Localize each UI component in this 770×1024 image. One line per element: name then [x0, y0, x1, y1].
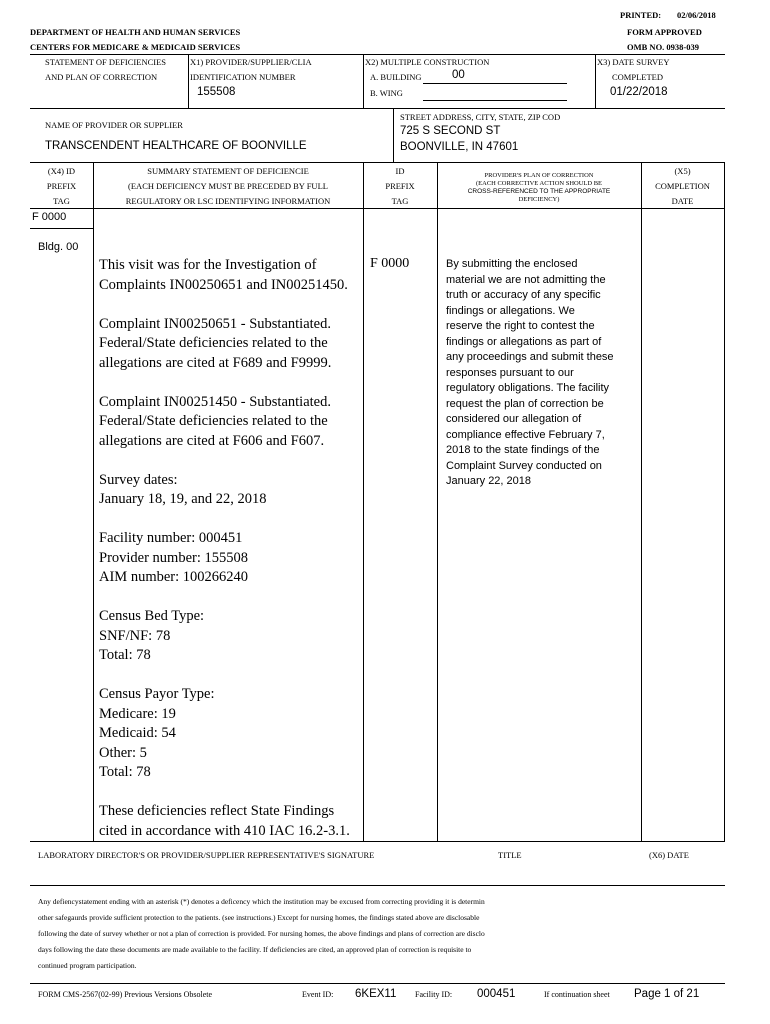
bldg-label: Bldg. 00	[38, 241, 79, 253]
poc-line: By submitting the enclosed	[446, 258, 578, 270]
summary-line: Provider number: 155508	[99, 549, 249, 566]
summary-line: Federal/State deficiencies related to the	[99, 413, 328, 429]
date-label: (X6) DATE	[649, 850, 689, 860]
summary-line: Federal/State deficiencies related to the	[99, 335, 328, 351]
plan-of-correction	[446, 257, 614, 490]
id-header-1: ID	[395, 166, 405, 176]
summary-line: allegations are cited at F606 and F607.	[99, 432, 325, 449]
x1-label-2: IDENTIFICATION NUMBER	[190, 72, 296, 82]
disclaimer-line: days following the date these documents are made available to the facility. If deficiencies are cited, an approved plan of correction is requisite to	[38, 945, 472, 954]
wing-label: B. WING	[370, 88, 403, 98]
summary-line: January 18, 19, and 22, 2018	[99, 491, 267, 507]
summary-line: This visit was for the Investigation of	[99, 257, 317, 273]
summary-line: Census Bed Type:	[99, 608, 205, 624]
summary-statement	[99, 256, 350, 841]
disclaimer	[38, 894, 485, 974]
summary-line	[99, 295, 350, 315]
poc-line: 2018 to the state findings of the	[446, 444, 600, 456]
facility-id-label: Facility ID:	[415, 990, 453, 999]
summary-header-3: REGULATORY OR LSC IDENTIFYING INFORMATION	[125, 196, 331, 206]
poc-line: truth or accuracy of any specific	[446, 289, 601, 301]
poc-line: responses pursuant to our	[446, 366, 574, 379]
event-id-value: 6KEX11	[355, 988, 397, 1000]
summary-line: These deficiencies reflect State Findings	[99, 803, 335, 819]
x5-header-3: DATE	[671, 196, 694, 206]
summary-line: Medicaid: 54	[99, 725, 176, 741]
summary-line: allegations are cited at F689 and F9999.	[99, 354, 332, 371]
poc-line: reserve the right to contest the	[446, 320, 595, 332]
continuation-label: If continuation sheet	[544, 990, 610, 999]
centers-title: CENTERS FOR MEDICARE & MEDICAID SERVICES	[30, 42, 241, 52]
summary-line: Total: 78	[99, 764, 151, 780]
summary-line	[99, 666, 350, 686]
poc-line: regulatory obligations. The facility	[446, 382, 610, 394]
summary-line: SNF/NF: 78	[99, 627, 171, 644]
poc-line: January 22, 2018	[446, 475, 532, 487]
x1-label-1: X1) PROVIDER/SUPPLIER/CLIA	[190, 57, 312, 67]
poc-line: findings or allegations as part of	[446, 335, 602, 348]
provider-id-value: 155508	[197, 86, 236, 98]
provider-name-label: NAME OF PROVIDER OR SUPPLIER	[45, 120, 183, 130]
x4-header-1: (X4) ID	[47, 166, 76, 176]
left-tag: F 0000	[32, 211, 67, 223]
building-value: 00	[452, 69, 465, 81]
id-header-3: TAG	[391, 196, 409, 206]
right-tag: F 0000	[370, 256, 410, 271]
building-label: A. BUILDING	[370, 72, 422, 82]
poc-header-1: PROVIDER'S PLAN OF CORRECTION	[484, 172, 594, 179]
poc-header-2: (EACH CORRECTIVE ACTION SHOULD BE	[475, 180, 603, 187]
summary-line: cited in accordance with 410 IAC 16.2-3.1.	[99, 822, 350, 839]
address-line-2: BOONVILLE, IN 47601	[400, 141, 519, 153]
poc-line: considered our allegation of	[446, 413, 582, 425]
event-id-label: Event ID:	[302, 990, 334, 999]
address-line-1: 725 S SECOND ST	[400, 125, 501, 137]
dept-title: DEPARTMENT OF HEALTH AND HUMAN SERVICES	[30, 27, 241, 37]
summary-line	[99, 588, 350, 608]
summary-line: Other: 5	[99, 744, 147, 761]
form-number: FORM CMS-2567(02-99) Previous Versions Obsolete	[38, 990, 213, 999]
provider-name-value: TRANSCENDENT HEALTHCARE OF BOONVILLE	[45, 140, 307, 152]
statement-label-2: AND PLAN OF CORRECTION	[45, 72, 158, 82]
x3-label-2: COMPLETED	[612, 72, 663, 82]
disclaimer-line: Any defiencystatement ending with an asterisk (*) denotes a deficency which the institution may be excused from correcting providing it is determin	[38, 897, 485, 906]
poc-line: material we are not admitting the	[446, 273, 606, 286]
disclaimer-line: continued program participation.	[38, 961, 137, 970]
x2-label: X2) MULTIPLE CONSTRUCTION	[365, 57, 490, 67]
x3-label-1: X3) DATE SURVEY	[597, 57, 670, 67]
poc-line: compliance effective February 7,	[446, 428, 605, 441]
summary-line	[99, 510, 350, 530]
summary-line: Complaints IN00250651 and IN00251450.	[99, 276, 348, 293]
survey-date-value: 01/22/2018	[610, 86, 668, 98]
summary-line: Medicare: 19	[99, 705, 176, 722]
summary-line: Complaint IN00251450 - Substantiated.	[99, 393, 331, 410]
summary-line: Survey dates:	[99, 471, 178, 488]
x5-header-1: (X5)	[674, 166, 691, 176]
omb-number: OMB NO. 0938-039	[627, 42, 700, 52]
x4-header-3: TAG	[53, 196, 70, 206]
poc-line: Complaint Survey conducted on	[446, 459, 602, 472]
summary-line: Total: 78	[99, 647, 151, 663]
poc-header-4: DEFICIENCY)	[518, 196, 560, 203]
id-header-2: PREFIX	[385, 181, 415, 191]
x4-header-2: PREFIX	[46, 181, 77, 191]
summary-line: AIM number: 100266240	[99, 569, 249, 585]
summary-line: Complaint IN00250651 - Substantiated.	[99, 315, 331, 332]
disclaimer-line: other safegaurds provide sufficient protection to the patients. (see instructions.) Except for nursing homes, the findings stated above are disclosable	[38, 913, 480, 922]
signature-label: LABORATORY DIRECTOR'S OR PROVIDER/SUPPLIER REPRESENTATIVE'S SIGNATURE	[38, 850, 375, 860]
facility-id-value: 000451	[477, 988, 516, 1000]
title-label: TITLE	[498, 850, 522, 860]
page-number: Page 1 of 21	[634, 988, 700, 1000]
summary-line	[99, 451, 350, 471]
summary-header-1: SUMMARY STATEMENT OF DEFICIENCIE	[147, 166, 309, 176]
summary-line	[99, 373, 350, 393]
form-approved: FORM APPROVED	[627, 27, 702, 37]
poc-line: any proceedings and submit these	[446, 351, 614, 363]
printed-date: 02/06/2018	[677, 10, 716, 20]
disclaimer-line: following the date of survey whether or not a plan of correction is provided. For nursing homes, the above findings and plans of correction are disclo	[38, 929, 485, 938]
summary-line	[99, 783, 350, 803]
summary-line: Census Payor Type:	[99, 686, 215, 702]
printed-label: PRINTED:	[620, 10, 662, 20]
summary-line: Facility number: 000451	[99, 530, 243, 546]
statement-label-1: STATEMENT OF DEFICIENCIES	[45, 57, 167, 67]
x5-header-2: COMPLETION	[655, 181, 710, 191]
address-label: STREET ADDRESS, CITY, STATE, ZIP COD	[400, 112, 561, 122]
poc-line: findings or allegations. We	[446, 304, 575, 317]
poc-line: request the plan of correction be	[446, 397, 604, 410]
summary-header-2: (EACH DEFICIENCY MUST BE PRECEDED BY FULL	[128, 181, 328, 191]
poc-header-3: CROSS-REFERENCED TO THE APPROPRIATE	[467, 188, 611, 195]
